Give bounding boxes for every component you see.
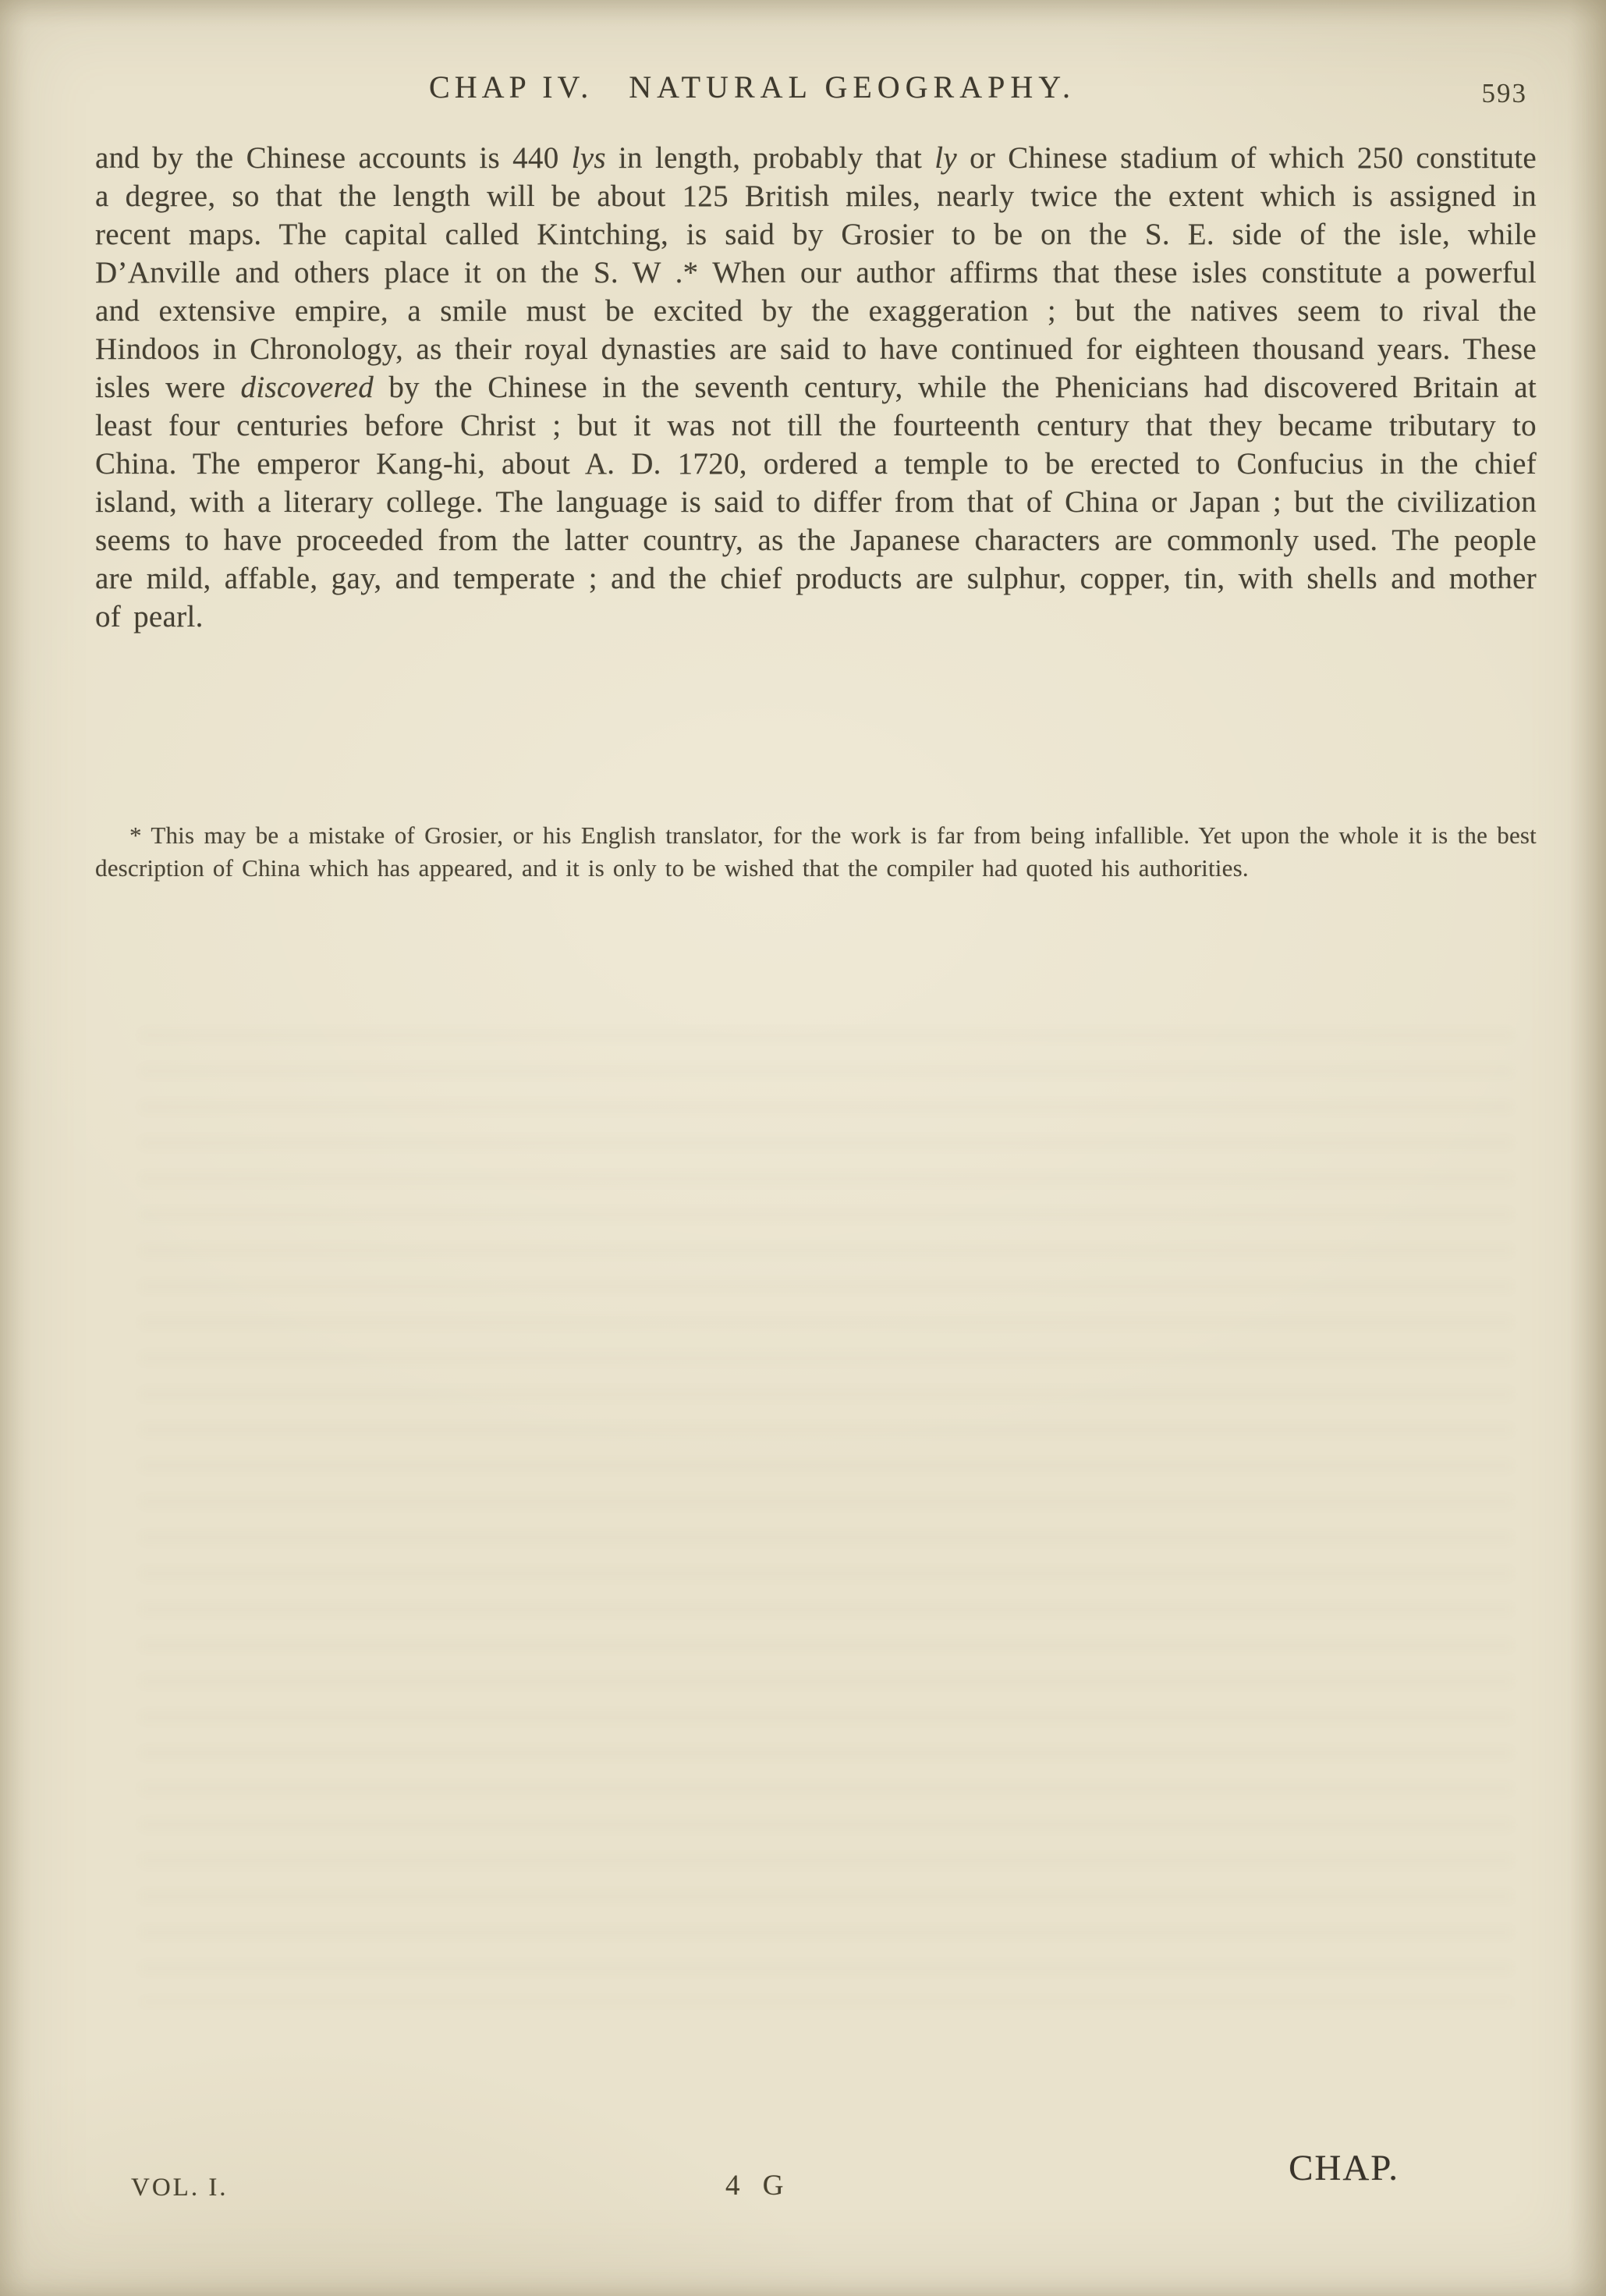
body-paragraph: and by the Chinese accounts is 440 lys in length, probably that ly or Chinese stadium of which 250 constitute a degree, so that the length will be about 125 British miles, nearly twice the extent which is assigned in recent maps. The capital called Kintching, is said by Grosier to be on the S. E. side of the isle, while D’Anville and others place it on the S. W .* When our author affirms that these isles constitute a powerful and extensive empire, a smile must be excited by the exaggeration ; but the natives seem to rival the Hindoos in Chronology, as their royal dynasties are said to have continued for eighteen thousand years. These isles were discovered by the Chinese in the seventh century, while the Phenicians had discovered Britain at least four centuries before Christ ; but it was not till the fourteenth century that they became tributary to China. The emperor Kang-hi, about A. D. 1720, ordered a temple to be erected to Confucius in the chief island, with a literary college. The language is said to differ from that of China or Japan ; but the civilization seems to have proceeded from the latter country, as the Japanese characters are commonly used. The people are mild, affable, gay, and temperate ; and the chief products are sulphur, copper, tin, with shells and mother of pearl. xyxy=(95,141,1537,633)
footnote-section xyxy=(95,819,1537,885)
page-number: 593 xyxy=(1481,78,1527,108)
catchword: CHAP. xyxy=(1289,2148,1399,2188)
page-body xyxy=(95,139,1537,636)
running-head-center xyxy=(97,69,1407,105)
signature-mark: 4 G xyxy=(725,2170,792,2202)
chapter-heading: CHAP IV. xyxy=(429,69,594,105)
show-through-texture xyxy=(140,1030,1512,2005)
volume-label: VOL. I. xyxy=(131,2174,229,2202)
footnote-text: * This may be a mistake of Grosier, or his English translator, for the work is far from being infallible. Yet upon the whole it is the best description of China which has appeared, and it is only to be wished that the compiler had quoted his authorities. xyxy=(95,822,1537,882)
running-title: NATURAL GEOGRAPHY. xyxy=(629,69,1076,105)
page-header xyxy=(97,69,1532,123)
